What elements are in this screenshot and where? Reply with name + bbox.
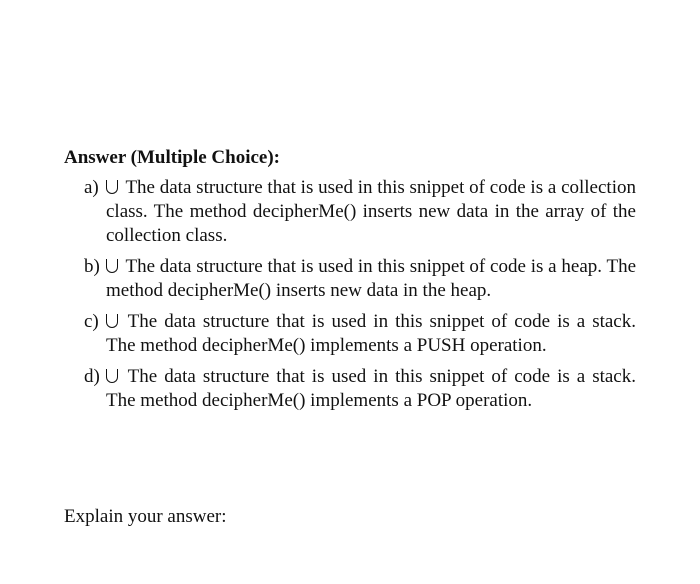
radio-blank-icon[interactable] bbox=[106, 369, 119, 384]
choice-option-a bbox=[84, 176, 636, 248]
radio-blank-icon[interactable] bbox=[106, 180, 119, 195]
radio-blank-icon[interactable] bbox=[106, 314, 119, 329]
choice-text-d: The data structure that is used in this snippet of code is a stack. The method decipherMe() implements a POP operation. bbox=[106, 366, 636, 411]
choice-text-a: The data structure that is used in this snippet of code is a collection class. The method decipherMe() inserts new data in the array of the collection class. bbox=[106, 177, 636, 246]
choice-letter-b: b) bbox=[84, 256, 100, 277]
choice-text-c: The data structure that is used in this snippet of code is a stack. The method decipherMe() implements a PUSH operation. bbox=[106, 311, 636, 356]
radio-blank-icon[interactable] bbox=[106, 259, 119, 274]
choice-list bbox=[84, 176, 636, 419]
choice-option-d bbox=[84, 365, 636, 413]
choice-option-c bbox=[84, 310, 636, 358]
explain-answer-label: Explain your answer: bbox=[64, 506, 227, 527]
choice-letter-c: c) bbox=[84, 311, 99, 332]
choice-letter-a: a) bbox=[84, 177, 99, 198]
choice-text-b: The data structure that is used in this snippet of code is a heap. The method decipherMe() inserts new data in the heap. bbox=[106, 256, 636, 301]
choice-letter-d: d) bbox=[84, 366, 100, 387]
choice-option-b bbox=[84, 255, 636, 303]
question-heading: Answer (Multiple Choice): bbox=[64, 147, 281, 168]
